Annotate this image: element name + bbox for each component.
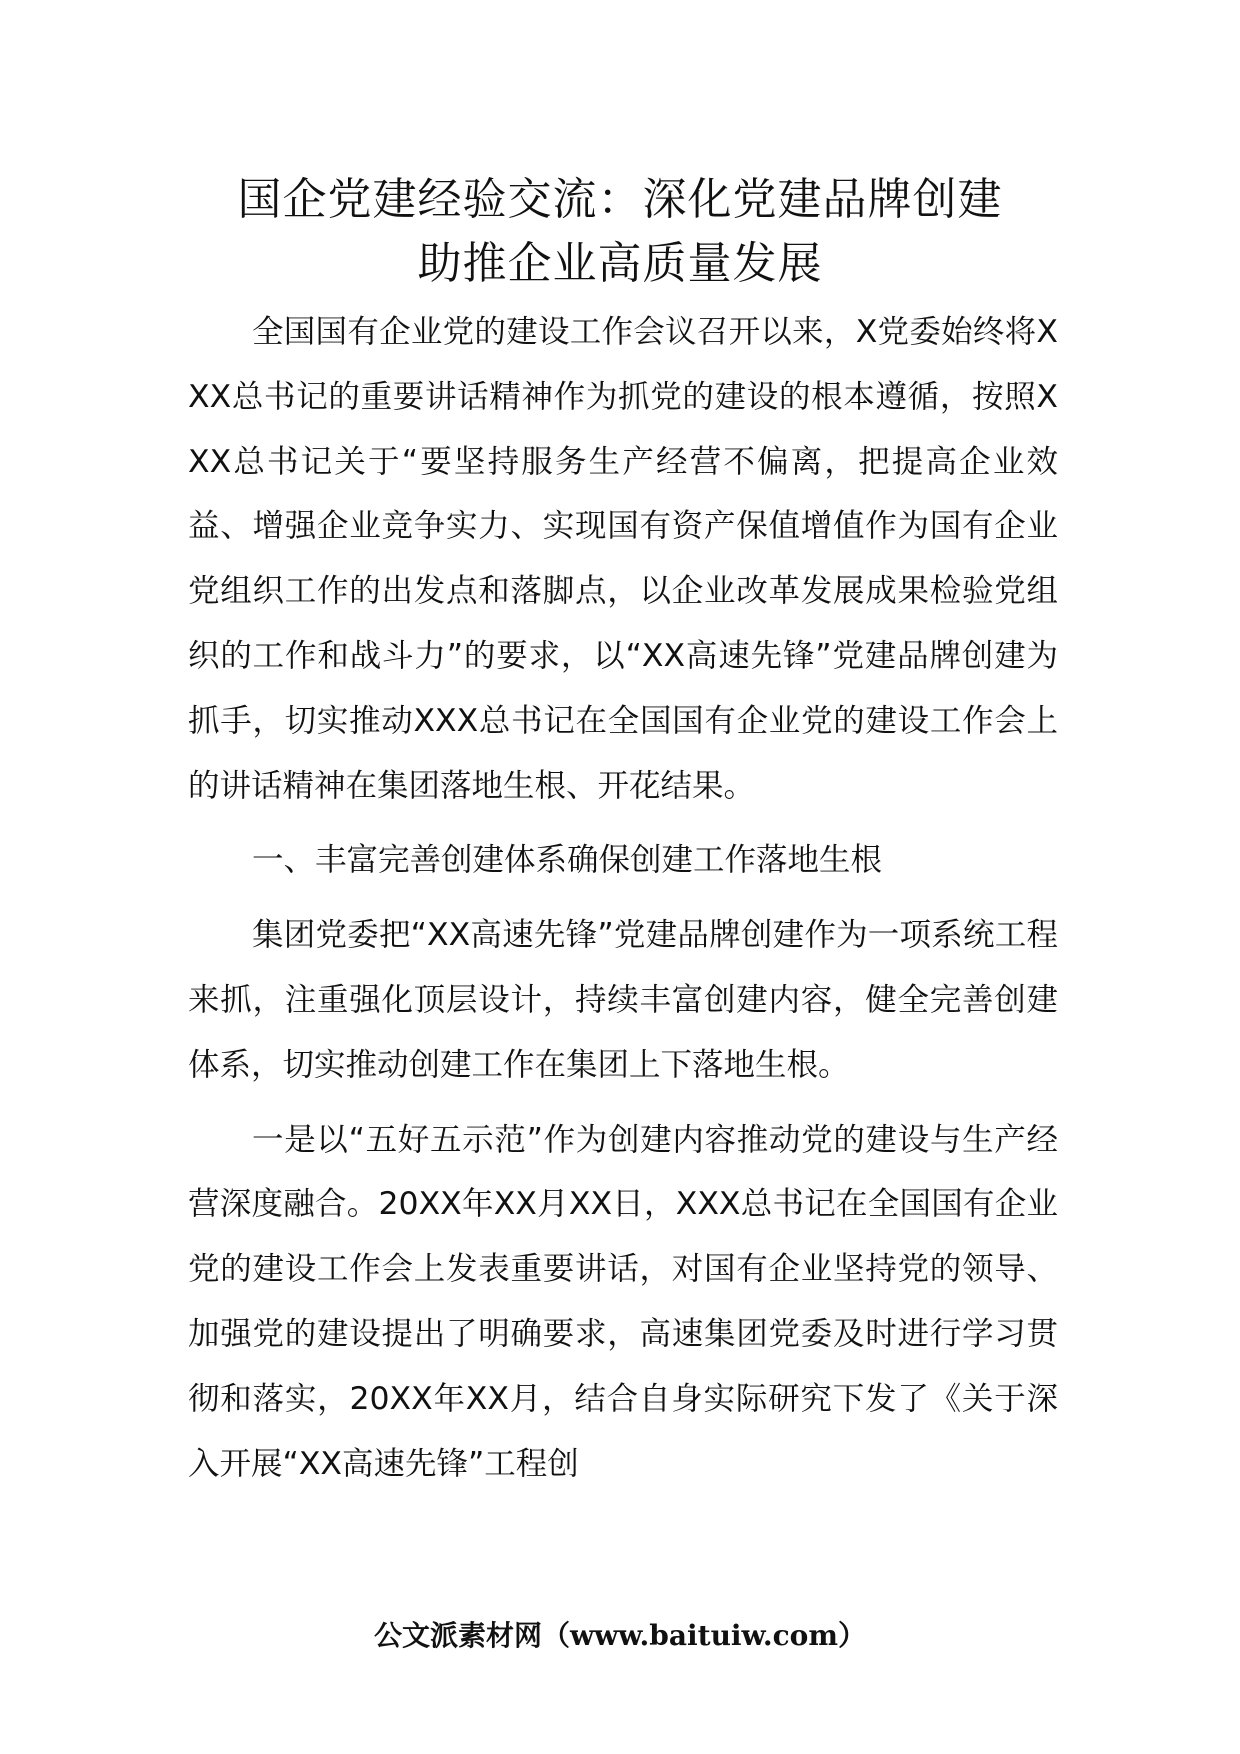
footer-watermark: 公文派素材网（www.baituiw.com） (374, 1619, 866, 1652)
paragraph-section-1: 集团党委把“XX高速先锋”党建品牌创建作为一项系统工程来抓，注重强化顶层设计，持续丰富创建内容，健全完善创建体系，切实推动创建工作在集团上下落地生根。 (188, 917, 1058, 1083)
paragraph-point-1: 一是以“五好五示范”作为创建内容推动党的建设与生产经营深度融合。20XX年XX月XX日，XXX总书记在全国国有企业党的建设工作会上发表重要讲话，对国有企业坚持党的领导、加强党的建设提出了明确要求，高速集团党委及时进行学习贯彻和落实，20XX年XX月，结合自身实际研究下发了《关于深入开展“XX高速先锋”工程创 (188, 1121, 1058, 1482)
section-heading-1: 一、丰富完善创建体系确保创建工作落地生根 (252, 842, 883, 879)
document-body (188, 300, 1058, 1496)
document-title-line-1: 国企党建经验交流：深化党建品牌创建 (237, 174, 1003, 225)
document-title-line-2: 助推企业高质量发展 (417, 238, 823, 289)
paragraph-intro: 全国国有企业党的建设工作会议召开以来，X党委始终将XXX总书记的重要讲话精神作为抓党的建设的根本遵循，按照XXX总书记关于“要坚持服务生产经营不偏离，把提高企业效益、增强企业竞争实力、实现国有资产保值增值作为国有企业党组织工作的出发点和落脚点，以企业改革发展成果检验党组织的工作和战斗力”的要求，以“XX高速先锋”党建品牌创建为抓手，切实推动XXX总书记在全国国有企业党的建设工作会上的讲话精神在集团落地生根、开花结果。 (188, 314, 1058, 804)
